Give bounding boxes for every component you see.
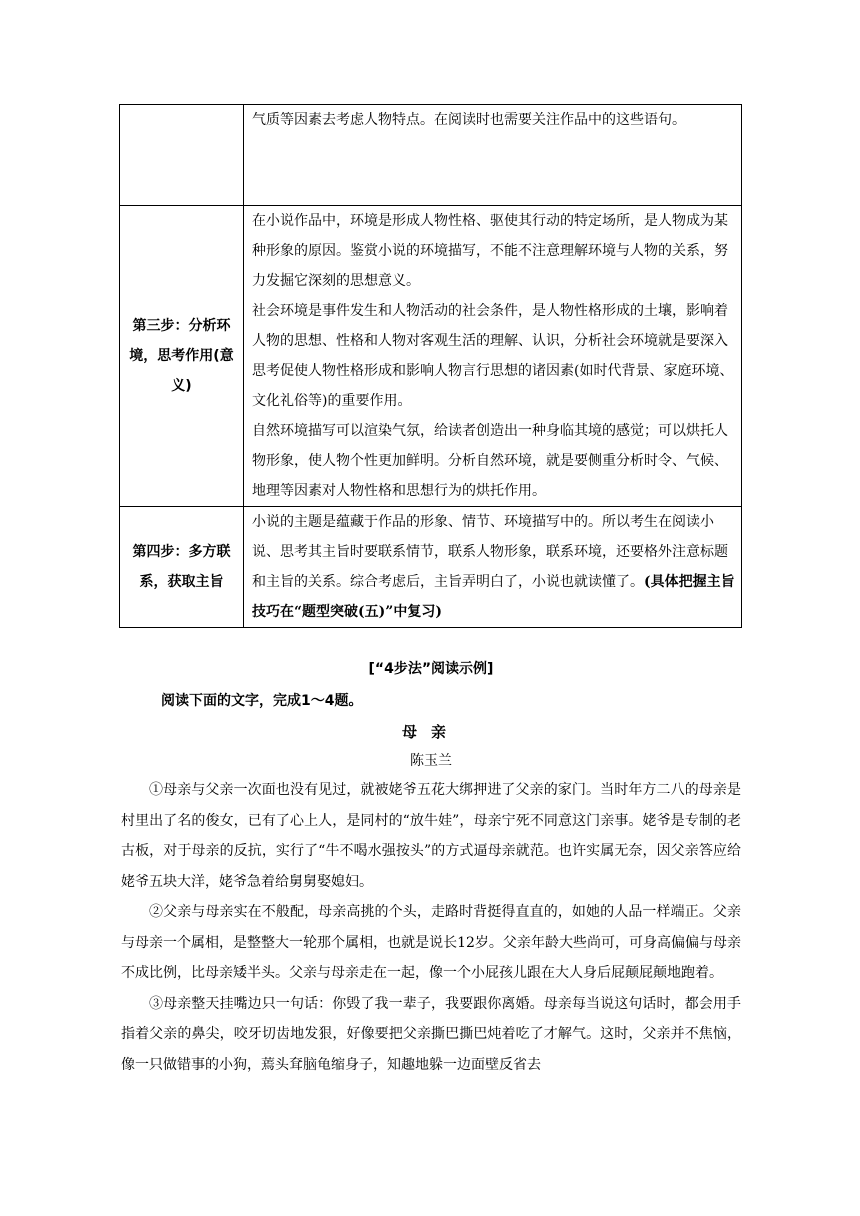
story-paragraph: ②父亲与母亲实在不般配，母亲高挑的个头，走路时背挺得直直的，如她的人品一样端正。父亲与母亲一个属相，是整整大一轮那个属相，也就是说长12岁。父亲年龄大些尚可，可身高偏偏与母亲不成比例，比母亲矮半头。父亲与母亲走在一起，像一个小屁孩儿跟在大人身后屁颠屁颠地跑着。 [121,904,741,981]
step-paragraph [252,507,735,627]
story-title: 母亲 [401,723,460,741]
step-paragraph: 在小说作品中，环境是形成人物性格、驱使其行动的特定场所，是人物成为某种形象的原因。鉴赏小说的环境描写，不能不注意理解环境与人物的关系，努力发掘它深刻的思想意义。 [252,213,728,289]
step-content [244,507,742,628]
story-body [121,775,741,1080]
step-content [244,206,742,507]
story-paragraph: ③母亲整天挂嘴边只一句话：你毁了我一辈子，我要跟你离婚。母亲每当说这句话时，都会用手指着父亲的鼻尖，咬牙切齿地发狠，好像要把父亲撕巴撕巴炖着吃了才解气。这时，父亲并不焦恼，像一只做错事的小狗，蔫头耷脑龟缩身子，知趣地躲一边面壁反省去 [121,995,741,1073]
table-row [120,105,742,206]
step-text: 小说的主题是蕴藏于作品的形象、情节、环境描写中的。所以考生在阅读小说、思考其主旨时要联系情节，联系人物形象，联系环境，还要格外注意标题和主旨的关系。综合考虑后，主旨弄明白了，小说也就读懂了。 [252,514,728,590]
step-paragraph: 气质等因素去考虑人物特点。在阅读时也需要关注作品中的这些语句。 [252,112,686,128]
step-label: 第四步：多方联系，获取主旨 [120,507,244,628]
reading-instruction: 阅读下面的文字，完成1～4题。 [161,693,363,709]
step-label: 第三步：分析环境，思考作用(意义) [120,206,244,507]
step-paragraph: 社会环境是事件发生和人物活动的社会条件，是人物性格形成的土壤，影响着人物的思想、性格和人物对客观生活的理解、认识，分析社会环境就是要深入思考促使人物性格形成和影响人物言行思想的诸因素(如时代背景、家庭环境、文化礼俗等)的重要作用。 [252,303,734,409]
story-paragraph: ①母亲与父亲一次面也没有见过，就被姥爷五花大绑押进了父亲的家门。当时年方二八的母亲是村里出了名的俊女，已有了心上人，是同村的“放牛娃”，母亲宁死不同意这门亲事。姥爷是专制的老古板，对于母亲的反抗，实行了“牛不喝水强按头”的方式逼母亲就范。也许实属无奈，因父亲答应给姥爷五块大洋，姥爷急着给舅舅娶媳妇。 [121,782,741,890]
review-note: (具体把握主旨技巧在“题型突破(五)”中复习) [252,574,735,620]
step-paragraph: 自然环境描写可以渲染气氛，给读者创造出一种身临其境的感觉；可以烘托人物形象，使人物个性更加鲜明。分析自然环境，就是要侧重分析时令、气候、地理等因素对人物性格和思想行为的烘托作用。 [252,423,728,499]
table-row [120,507,742,628]
method-steps-table [119,104,742,628]
table-row [120,206,742,507]
step-content [244,105,742,206]
story-author: 陈玉兰 [410,753,452,769]
example-heading: [“4步法”阅读示例] [368,661,494,677]
step-label [120,105,244,206]
